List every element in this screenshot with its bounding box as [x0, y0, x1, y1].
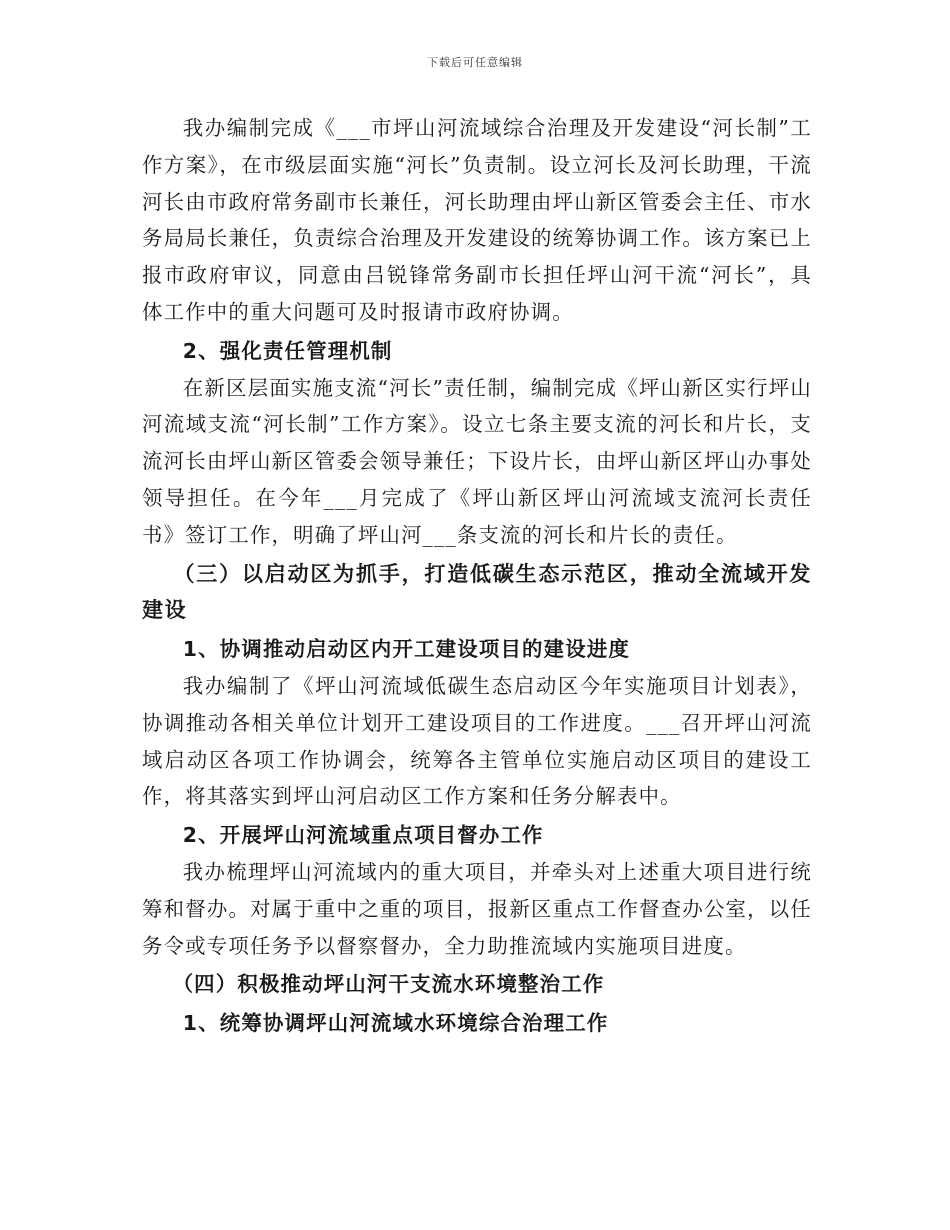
paragraph-river-chief-plan: 我办编制完成《___市坪山河流域综合治理及开发建设“河长制”工作方案》，在市级层面实施“河长”负责制。设立河长及河长助理，干流河长由市政府常务副市长兼任，河长助理由坪山新区管委会主任、市水务局局长兼任，负责综合治理及开发建设的统筹协调工作。该方案已上报市政府审议，同意由吕锐锋常务副市长担任坪山河干流“河长”，具体工作中的重大问题可及时报请市政府协调。 — [142, 116, 812, 324]
heading-water-environment: 1、统筹协调坪山河流域水环境综合治理工作 — [182, 1011, 609, 1036]
section-heading-four: （四）积极推动坪山河干支流水环境整治工作 — [172, 972, 605, 997]
paragraph-startup-zone-plan: 我办编制了《坪山河流域低碳生态启动区今年实施项目计划表》，协调推动各相关单位计划开工建设项目的工作进度。___召开坪山河流域启动区各项工作协调会，统筹各主管单位实施启动区项目的建设工作，将其落实到坪山河启动区工作方案和任务分解表中。 — [142, 673, 812, 809]
paragraph-tributary-river-chief: 在新区层面实施支流“河长”责任制，编制完成《坪山新区实行坪山河流域支流“河长制”工作方案》。设立七条主要支流的河长和片长，支流河长由坪山新区管委会领导兼任；下设片长，由坪山新区坪山办事处领导担任。在今年___月完成了《坪山新区坪山河流域支流河长责任书》签订工作，明确了坪山河___条支流的河长和片长的责任。 — [142, 375, 812, 547]
document-body — [142, 110, 812, 1042]
heading-key-project-supervision: 2、开展坪山河流域重点项目督办工作 — [182, 823, 544, 848]
heading-responsibility-mechanism: 2、强化责任管理机制 — [182, 338, 393, 363]
section-heading-three: （三）以启动区为抓手，打造低碳生态示范区，推动全流域开发建设 — [142, 561, 812, 623]
paragraph-key-project-supervision: 我办梳理坪山河流域内的重大项目，并牵头对上述重大项目进行统筹和督办。对属于重中之重的项目，报新区重点工作督查办公室，以任务令或专项任务予以督察督办，全力助推流域内实施项目进度。 — [142, 859, 812, 958]
heading-startup-zone-progress: 1、协调推动启动区内开工建设项目的建设进度 — [182, 637, 630, 662]
page-header: 下载后可任意编辑 — [427, 56, 523, 69]
